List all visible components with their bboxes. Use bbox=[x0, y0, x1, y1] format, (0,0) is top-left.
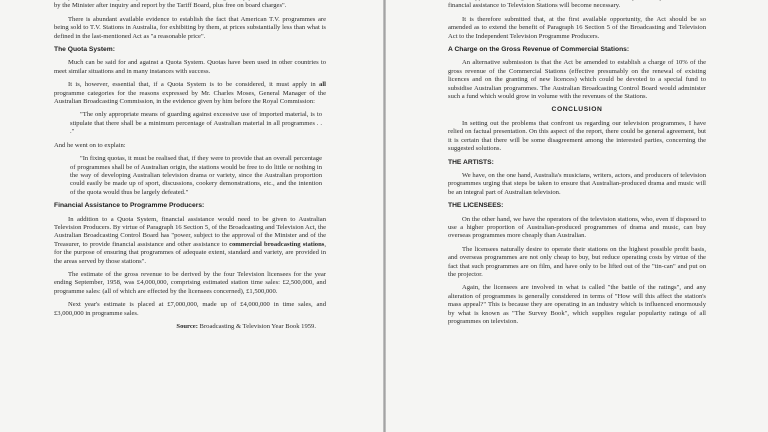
paragraph-financial-unlikely: financial assistance to Television Stations will become necessary. bbox=[448, 2, 621, 10]
heading-financial-assistance: Financial Assistance to Programme Producers: bbox=[54, 202, 205, 210]
paragraph-artists: We have, on the one hand, Australia's musicians, writers, actors, and producers of television programmes urging that steps be taken to ensure that Australian-produced drama and music will be an integral part of Australian television. bbox=[448, 171, 706, 196]
paragraph-licensees-3: Again, the licensees are involved in what is called "the battle of the ratings", and any alteration of programmes is generally considered in terms of "How will this affect the station's mass appeal?" This is because they are operating in an industry which is influenced enormously by what is known as "The Survey Book", which supplies regular popularity ratings of all programmes on television. bbox=[448, 284, 706, 325]
paragraph-next-year: Next year's estimate is placed at £7,000,000, made up of £4,000,000 in time sales, and £3,000,000 in programme sales. bbox=[54, 301, 326, 317]
heading-conclusion: CONCLUSION bbox=[551, 106, 603, 114]
quote-moses-2: "In fixing quotas, it must be realised that, if they were to provide that an overall percentage of programmes shall be of Australian origin, the stations would be free to do little or nothing in the way of developing Australian television drama or variety, since the Australian proportion could easily be made up of sport, discussions, cookery demonstrations, etc., and the intention of the quota would thus be largely defeated." bbox=[70, 155, 322, 196]
paragraph-licensees-1: On the other hand, we have the operators of the television stations, who, even if disposed to use a higher proportion of Australian-produced programmes of drama and music, can buy overseas programmes more cheaply than Australian. bbox=[448, 215, 706, 240]
paragraph-conclusion: In setting out the problems that confront us regarding our television programmes, I have relied on factual presentation. On this aspect of the report, there could be general agreement, but it is certain that there will be some disagreement among the interested parties, concerning the suggested solutions. bbox=[448, 119, 706, 153]
right-page bbox=[386, 0, 768, 432]
source-text: Broadcasting & Television Year Book 1959. bbox=[197, 323, 316, 330]
fin-text-bold: commercial broadcasting stations bbox=[229, 240, 325, 248]
paragraph-went-on: And he went on to explain: bbox=[54, 141, 126, 149]
paragraph-submission: It is therefore submitted that, at the first available opportunity, the Act should be so amended as to extend the benefit of Paragraph 16 Section 5 of the Broadcasting and Television Act to the Independent Television Programme Producers. bbox=[448, 15, 706, 40]
quota-text-bold: all bbox=[319, 81, 326, 89]
left-column bbox=[54, 0, 326, 336]
paragraph-financial-assistance bbox=[54, 216, 326, 266]
paragraph-gross-revenue: The estimate of the gross revenue to be derived by the four Television licensees for the year ending September, 1958, was £4,000,000, comprising estimated station time sales: £2,500,000, and programme sales: (all of which are effected by the licensees concerned), £1,500,000. bbox=[54, 270, 326, 295]
paragraph-quota-essential bbox=[54, 81, 326, 106]
source-label: Source: bbox=[176, 323, 198, 330]
paragraph-quota-intro: Much can be said for and against a Quota System. Quotas have been used in other countries to meet similar situations and in many instances with success. bbox=[54, 59, 326, 75]
fin-text-a: In addition to a Quota System, financial assistance would need to be given to Australian Television Producers. By virtue of Paragraph 16 Section 5, of the Broadcasting and Television Act, the Australian Broadcasting Control Board has "power, subject to the approval of the Minister and of the Treasurer, to provide financial assistance and other assistance to bbox=[54, 215, 326, 248]
fin-text-b: , for the purpose of ensuring that programmes of adequate extent, standard and variety, are provided in the areas served by those stations". bbox=[54, 240, 326, 265]
heading-the-licensees: THE LICENSEES: bbox=[448, 202, 504, 210]
paragraph-evidence: There is abundant available evidence to establish the fact that American T.V. programmes are being sold to T.V. Stations in Australia, for exhibiting by them, at prices substantially less than what is defined in the last-mentioned Act as "a reasonable price". bbox=[54, 15, 326, 40]
quota-text-b: programme categories for the reasons expressed by Mr. Charles Moses, General Manager of the Australian Broadcasting Commission, in the evidence given by him before the Royal Commission: bbox=[54, 89, 326, 106]
source-citation bbox=[54, 323, 316, 331]
heading-the-artists: THE ARTISTS: bbox=[448, 158, 494, 166]
right-column bbox=[448, 0, 706, 331]
heading-quota-system: The Quota System: bbox=[54, 46, 115, 54]
quote-moses-1: "The only appropriate means of guarding against excessive use of imported material, is to stipulate that there shall be a minimum percentage of Australian material in all programmes . . ." bbox=[70, 111, 322, 136]
paragraph-tariff-continuation: by the Minister after inquiry and report by the Tariff Board, plus free on board charges". bbox=[54, 2, 287, 10]
left-page bbox=[0, 0, 383, 432]
heading-charge-gross-revenue: A Charge on the Gross Revenue of Commercial Stations: bbox=[448, 46, 630, 54]
quota-text-a: It is, however, essential that, if a Quota System is to be considered, it must apply in bbox=[68, 81, 320, 89]
paragraph-licensees-2: The licensees naturally desire to operate their stations on the highest possible profit basis, and overseas programmes are not only cheap to buy, but reduce operating costs by virtue of the fact that such programmes are on film, and have only to be lifted out of the "tin-can" and put on the projector. bbox=[448, 245, 706, 278]
paragraph-charge: An alternative submission is that the Act be amended to establish a charge of 10% of the gross revenue of the Commercial Stations (effective presumably on the renewal of existing licences and on the granting of new licences) which could be devoted to a special fund to subsidise Australian programmes. The Australian Broadcasting Control Board would administer such a fund which would grow in volume with the revenues of the Stations. bbox=[448, 59, 706, 101]
